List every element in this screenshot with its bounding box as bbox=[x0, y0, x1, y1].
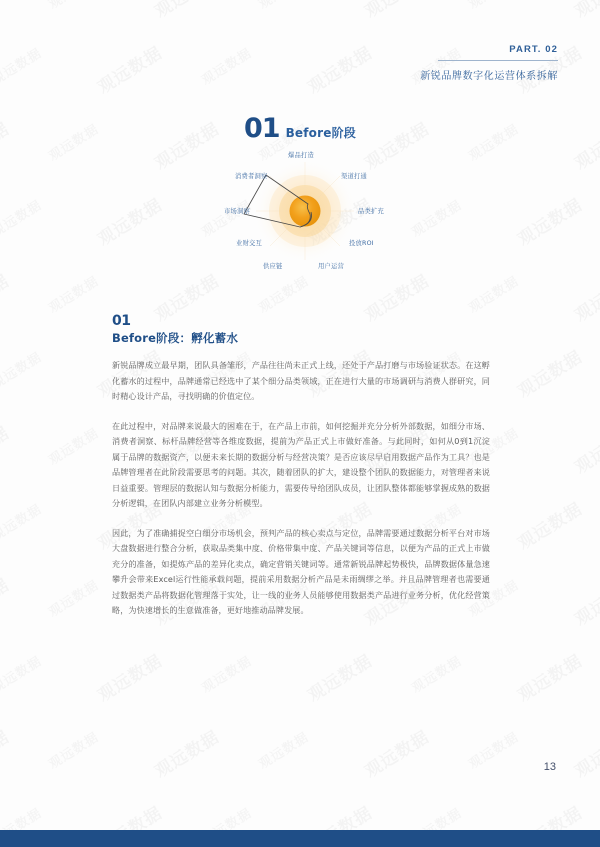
paragraph-3: 因此，为了准确捕捉空白细分市场机会，预判产品的核心卖点与定位，品牌需要通过数据分析平台对市场大盘数据进行整合分析，获取品类集中度、价格带集中度、产品关键词等信息，以便为产品的正式上市做充分的准备，如提炼产品的差异化卖点，确定营销关键词等。通常新锐品牌起势极快，品牌数据体量急速攀升会带来Excel运行性能承载问题，提前采用数据分析产品是未雨绸缪之举。并且品牌管理者也需要通过数据类产品将数据化管理落于实处，让一线的业务人员能够使用数据类产品进行业务分析，优化经营策略，为快速增长的生意做准备，更好地推动品牌发展。 bbox=[112, 527, 490, 616]
paragraph-2: 在此过程中，对品牌来说最大的困难在于，在产品上市前，如何挖掘并充分分析外部数据，如细分市场、消费者洞察、标杆品牌经营等各维度数据，提前为产品正式上市做好准备。与此同时，如何从0到1沉淀属于品牌的数据资产，以便未来长期的数据分析与经营决策？是否应该尽早启用数据产品作为工具？也是品牌管理者在此阶段需要思考的问题。其次，随着团队的扩大，建设整个团队的数据能力，对管理者来说日益重要。管理层的数据认知与数据分析能力，需要传导给团队成员，让团队整体都能够掌握成熟的数据分析逻辑，在团队内部建立业务分析模型。 bbox=[112, 420, 490, 509]
radar-label-pinlei: 品类扩充 bbox=[358, 208, 384, 215]
radar-label-gongyinglian: 供应链 bbox=[263, 263, 283, 270]
radar-label-roi: 投放ROI bbox=[349, 240, 374, 247]
radar-label-yonghu: 用户运营 bbox=[318, 263, 344, 270]
page-header bbox=[298, 44, 558, 82]
radar-label-baopin: 爆品打造 bbox=[288, 152, 314, 159]
radar-label-qudao: 渠道打通 bbox=[341, 173, 367, 180]
section-number: 01 bbox=[112, 313, 131, 329]
radar-chart bbox=[0, 148, 600, 280]
radar-label-yecai: 业财交互 bbox=[236, 240, 262, 247]
section-title: Before阶段：孵化蓄水 bbox=[112, 331, 239, 345]
header-divider bbox=[438, 60, 558, 61]
radar-label-xiaofeizhe: 消费者洞察 bbox=[235, 173, 268, 180]
radar-label-shichang: 市场洞察 bbox=[224, 208, 250, 215]
body-text bbox=[112, 358, 490, 633]
page-number: 13 bbox=[543, 761, 556, 773]
hero-title bbox=[0, 115, 600, 142]
header-title: 新锐品牌数字化运营体系拆解 bbox=[420, 71, 558, 82]
section-heading bbox=[112, 314, 238, 346]
hero-number: 01 bbox=[244, 113, 280, 144]
radar-chart-svg bbox=[0, 148, 600, 280]
paragraph-1: 新锐品牌成立最早期，团队具备雏形，产品往往尚未正式上线，还处于产品打磨与市场验证状态。在这孵化蓄水的过程中，品牌通常已经选中了某个细分品类领域，正在进行大量的市场调研与消费人群研究，同时精心设计产品，寻找明确的价值定位。 bbox=[112, 360, 490, 402]
part-label: PART. 02 bbox=[509, 44, 558, 55]
hero-label: Before阶段 bbox=[285, 125, 356, 140]
